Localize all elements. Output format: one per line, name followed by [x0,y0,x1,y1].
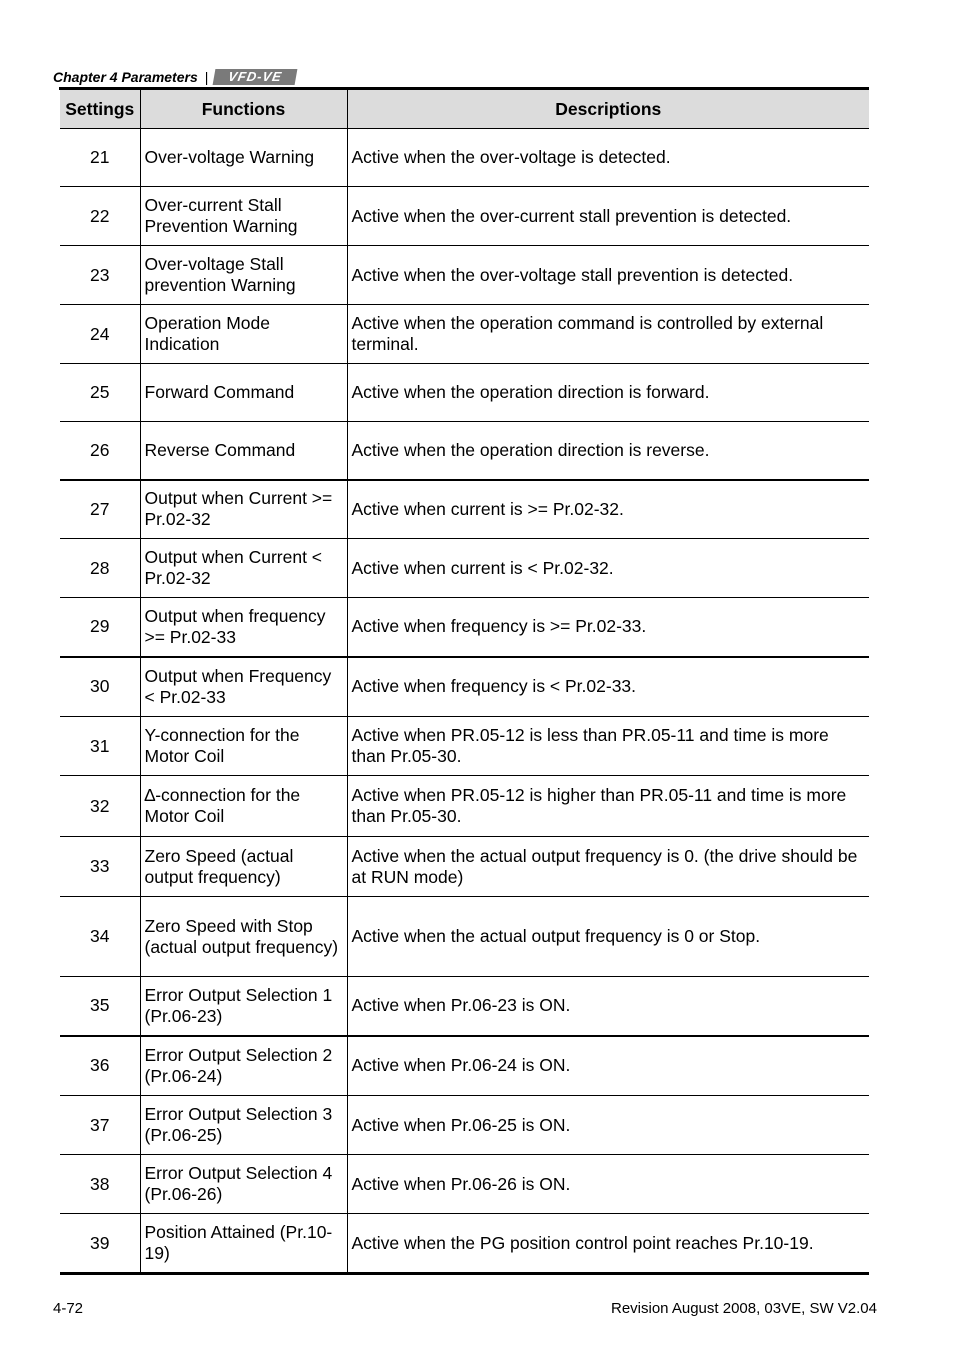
setting-cell: 34 [60,897,140,977]
setting-cell: 29 [60,598,140,657]
table-header-row [60,90,869,129]
function-cell: Over-current Stall Prevention Warning [140,187,347,246]
function-cell: Error Output Selection 3 (Pr.06-25) [140,1096,347,1155]
column-header-settings: Settings [60,90,140,129]
description-cell: Active when the PG position control point reaches Pr.10-19. [347,1214,869,1274]
description-cell: Active when frequency is < Pr.02-33. [347,657,869,717]
table-row [60,305,869,364]
table-row [60,539,869,598]
table-row [60,246,869,305]
table-row [60,657,869,717]
function-cell: Output when frequency >= Pr.02-33 [140,598,347,657]
description-cell: Active when the operation direction is forward. [347,364,869,422]
setting-cell: 31 [60,717,140,776]
function-cell: Operation Mode Indication [140,305,347,364]
setting-cell: 24 [60,305,140,364]
setting-cell: 23 [60,246,140,305]
table-row [60,776,869,837]
header-separator: | [204,69,209,85]
parameter-settings-table [60,90,869,1275]
setting-cell: 30 [60,657,140,717]
setting-cell: 37 [60,1096,140,1155]
vfd-ve-logo: VFD-VE [213,69,298,85]
function-cell: Forward Command [140,364,347,422]
setting-cell: 39 [60,1214,140,1274]
description-cell: Active when the operation direction is reverse. [347,422,869,480]
function-cell: Reverse Command [140,422,347,480]
description-cell: Active when the over-voltage is detected. [347,129,869,187]
setting-cell: 36 [60,1036,140,1096]
function-cell: Error Output Selection 4 (Pr.06-26) [140,1155,347,1214]
function-cell: Error Output Selection 2 (Pr.06-24) [140,1036,347,1096]
setting-cell: 25 [60,364,140,422]
table-row [60,1155,869,1214]
setting-cell: 22 [60,187,140,246]
description-cell: Active when frequency is >= Pr.02-33. [347,598,869,657]
table-row [60,717,869,776]
description-cell: Active when the actual output frequency is 0 or Stop. [347,897,869,977]
description-cell: Active when Pr.06-26 is ON. [347,1155,869,1214]
table-body [60,129,869,1274]
description-cell: Active when Pr.06-25 is ON. [347,1096,869,1155]
table-row [60,598,869,657]
setting-cell: 35 [60,977,140,1036]
function-cell: Over-voltage Warning [140,129,347,187]
function-cell: Over-voltage Stall prevention Warning [140,246,347,305]
table-row [60,977,869,1036]
setting-cell: 26 [60,422,140,480]
function-cell: Output when Frequency < Pr.02-33 [140,657,347,717]
description-cell: Active when the operation command is controlled by external terminal. [347,305,869,364]
description-cell: Active when PR.05-12 is higher than PR.05-11 and time is more than Pr.05-30. [347,776,869,837]
description-cell: Active when the over-current stall prevention is detected. [347,187,869,246]
setting-cell: 28 [60,539,140,598]
table-row [60,129,869,187]
description-cell: Active when current is >= Pr.02-32. [347,480,869,539]
table-row [60,897,869,977]
setting-cell: 21 [60,129,140,187]
function-cell: Position Attained (Pr.10-19) [140,1214,347,1274]
description-cell: Active when current is < Pr.02-32. [347,539,869,598]
table-row [60,422,869,480]
function-cell: Zero Speed with Stop (actual output frequency) [140,897,347,977]
table-row [60,187,869,246]
page-number: 4-72 [53,1300,84,1317]
setting-cell: 32 [60,776,140,837]
page-header [53,66,296,88]
table-row [60,480,869,539]
function-cell: Zero Speed (actual output frequency) [140,837,347,897]
chapter-title: Chapter 4 Parameters [53,69,198,85]
column-header-descriptions: Descriptions [347,90,869,129]
function-cell: Output when Current < Pr.02-32 [140,539,347,598]
function-cell: ∆-connection for the Motor Coil [140,776,347,837]
setting-cell: 38 [60,1155,140,1214]
description-cell: Active when Pr.06-24 is ON. [347,1036,869,1096]
description-cell: Active when the actual output frequency is 0. (the drive should be at RUN mode) [347,837,869,897]
description-cell: Active when the over-voltage stall prevention is detected. [347,246,869,305]
description-cell: Active when PR.05-12 is less than PR.05-11 and time is more than Pr.05-30. [347,717,869,776]
function-cell: Error Output Selection 1 (Pr.06-23) [140,977,347,1036]
table-row [60,1036,869,1096]
setting-cell: 27 [60,480,140,539]
setting-cell: 33 [60,837,140,897]
revision-note: Revision August 2008, 03VE, SW V2.04 [611,1300,877,1317]
table-row [60,837,869,897]
function-cell: Y-connection for the Motor Coil [140,717,347,776]
column-header-functions: Functions [140,90,347,129]
table-row [60,1096,869,1155]
description-cell: Active when Pr.06-23 is ON. [347,977,869,1036]
table-row [60,1214,869,1274]
function-cell: Output when Current >= Pr.02-32 [140,480,347,539]
table-row [60,364,869,422]
